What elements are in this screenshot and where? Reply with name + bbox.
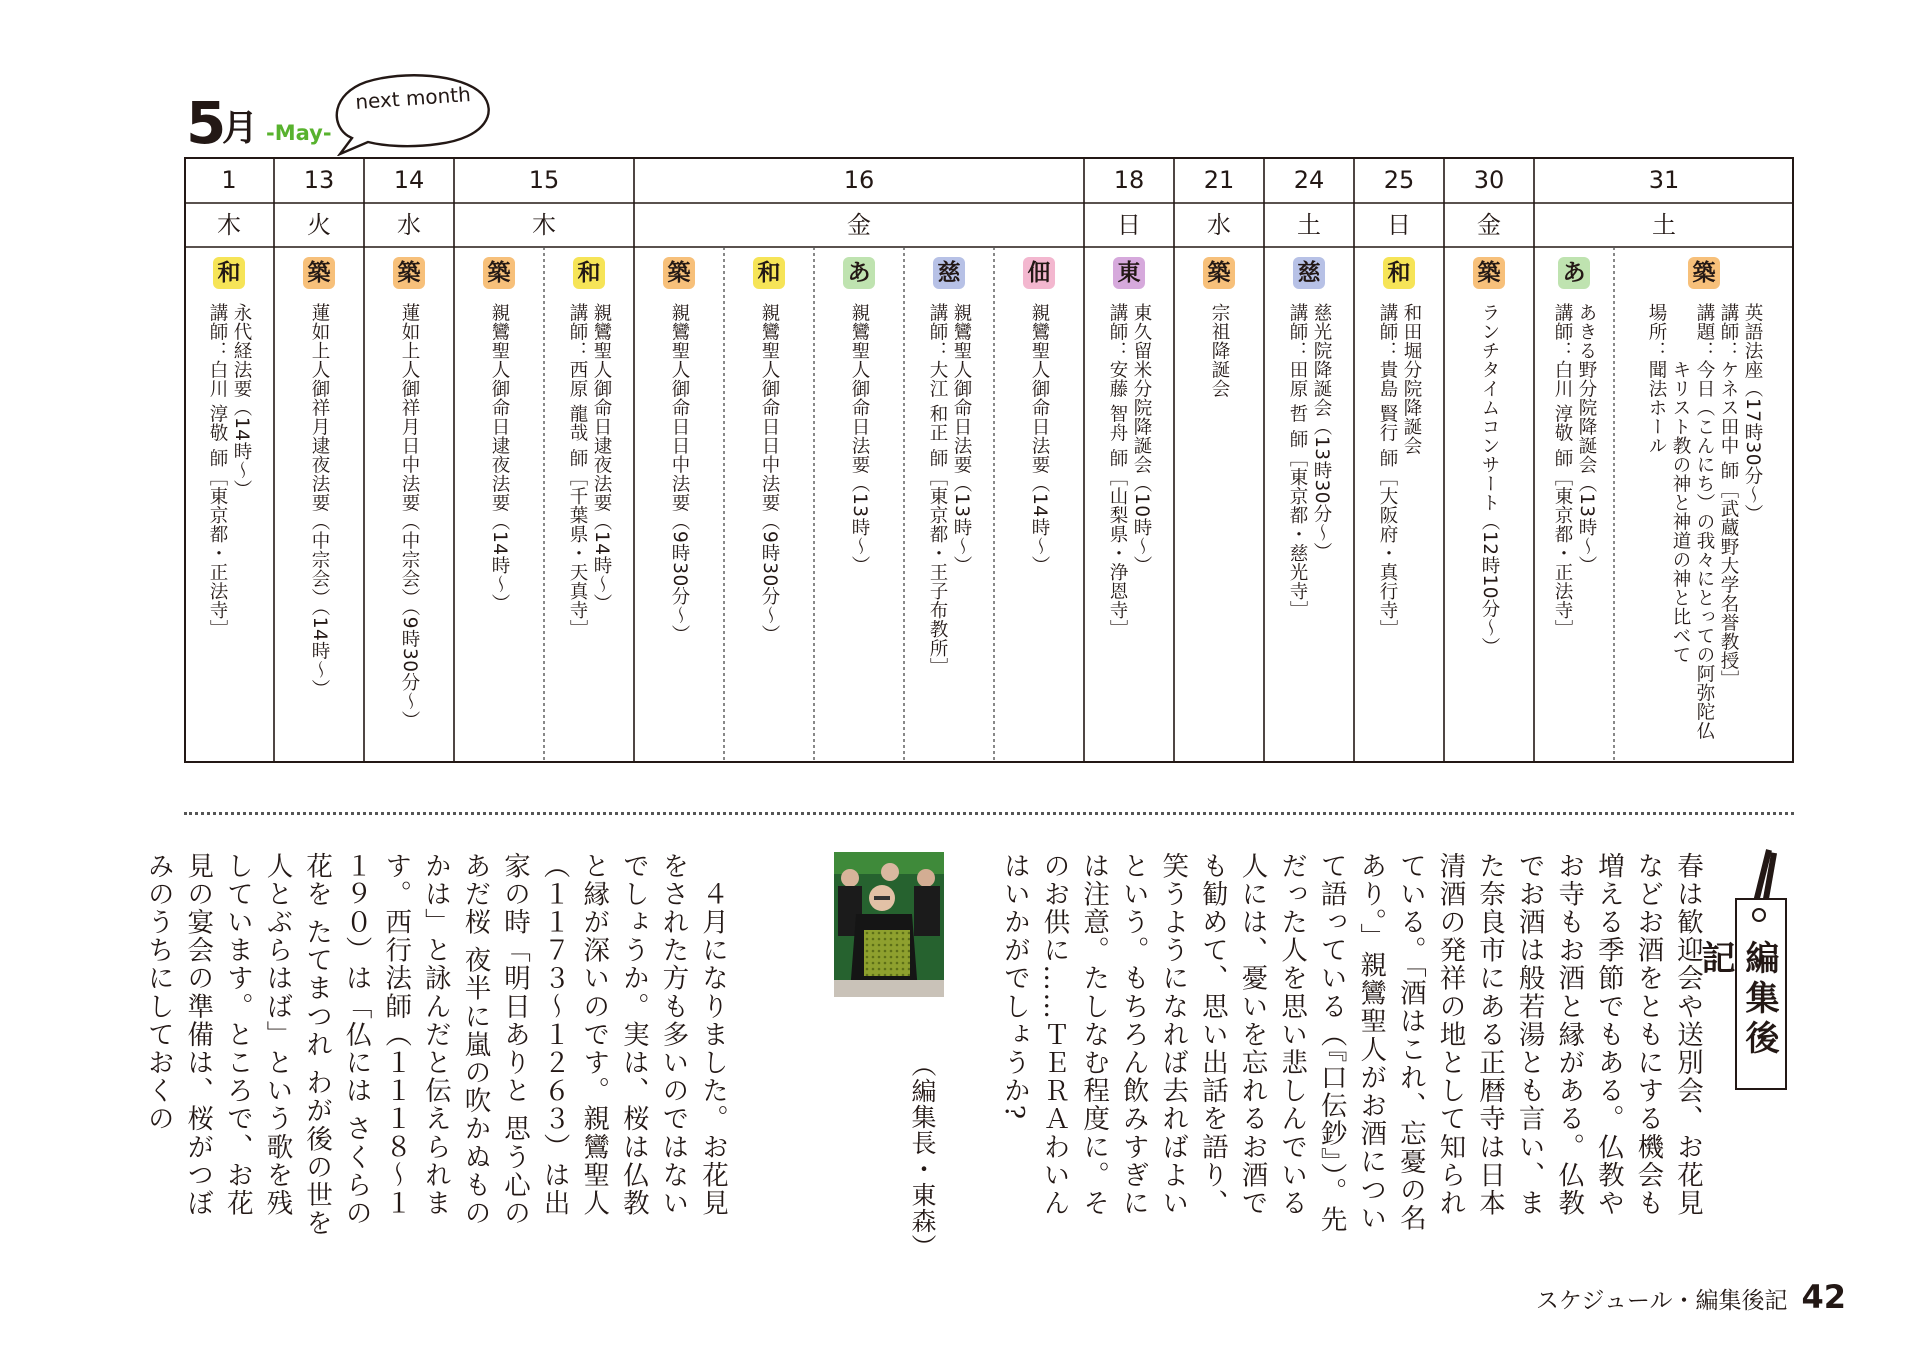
event-details — [724, 303, 814, 753]
date-day: 14 — [393, 166, 425, 194]
date-weekday: 金 — [1477, 211, 1501, 239]
date-day: 16 — [843, 166, 875, 194]
schedule-event — [634, 257, 724, 757]
date-weekday: 日 — [1387, 211, 1411, 239]
date-day: 31 — [1648, 166, 1680, 194]
schedule-event — [724, 257, 814, 757]
event-text: 場所：聞法ホール — [1646, 303, 1667, 455]
schedule-event — [1354, 257, 1444, 757]
venue-badge: あ — [1558, 257, 1590, 289]
venue-badge: 和 — [573, 257, 605, 289]
date-day: 18 — [1113, 166, 1145, 194]
venue-badge: 築 — [1473, 257, 1505, 289]
event-details — [544, 303, 634, 753]
schedule-event — [1614, 257, 1794, 757]
event-text: 東久留米分院降誕会（10時〜） — [1131, 303, 1152, 575]
event-text: 講師：大江 和正 師［東京都・王子布教所］ — [927, 303, 948, 677]
footer-section-label: スケジュール・編集後記 — [1535, 1288, 1788, 1314]
event-text: 慈光院降誕会（13時30分〜） — [1311, 303, 1332, 562]
event-details — [1084, 303, 1174, 753]
event-text: 講師：白川 淳敬 師［東京都・正法寺］ — [1552, 303, 1573, 639]
event-details — [814, 303, 904, 753]
event-details — [1174, 303, 1264, 753]
event-details — [454, 303, 544, 753]
event-text: 講師：貴島 賢行 師［大阪府・真行寺］ — [1377, 303, 1398, 639]
tag-hole-icon — [1752, 908, 1766, 922]
event-details — [1614, 303, 1794, 753]
event-text: 宗祖降誕会 — [1209, 303, 1230, 398]
date-day: 25 — [1383, 166, 1415, 194]
venue-badge: 築 — [663, 257, 695, 289]
date-day: 30 — [1473, 166, 1505, 194]
event-text: 講師：西原 龍哉 師［千葉県・天真寺］ — [567, 303, 588, 639]
event-text: 永代経法要（14時〜） — [231, 303, 252, 499]
venue-badge: 東 — [1113, 257, 1145, 289]
date-day: 1 — [221, 166, 237, 194]
event-text: 講師：白川 淳敬 師［東京都・正法寺］ — [207, 303, 228, 639]
event-text: あきる野分院降誕会（13時〜） — [1576, 303, 1597, 575]
schedule-event — [1534, 257, 1614, 757]
event-text: 講師：ケネス田中 師［武蔵野大学名誉教授］ — [1718, 303, 1739, 690]
date-weekday: 土 — [1297, 211, 1321, 239]
event-text: ランチタイムコンサート（12時10分〜） — [1479, 303, 1500, 657]
event-text: キリスト教の神と神道の神と比べて — [1670, 303, 1691, 664]
event-text: 親鸞聖人御命日法要（13時〜） — [951, 303, 972, 575]
event-text: 親鸞聖人御命日日中法要（9時30分〜） — [669, 303, 690, 644]
schedule-event — [1264, 257, 1354, 757]
event-text: 講師：田原 哲 師［東京都・慈光寺］ — [1287, 303, 1308, 620]
event-details — [634, 303, 724, 753]
schedule-event — [994, 257, 1084, 757]
event-details — [1354, 303, 1444, 753]
event-text: 講師：安藤 智舟 師［山梨県・浄恩寺］ — [1107, 303, 1128, 639]
date-day: 21 — [1203, 166, 1235, 194]
venue-badge: 和 — [753, 257, 785, 289]
event-details — [904, 303, 994, 753]
schedule-event — [454, 257, 544, 757]
venue-badge: 慈 — [1293, 257, 1325, 289]
editor-notes-paragraph-1: 春は歓迎会や送別会、お花見などお酒をともにする機会も増える季節でもある。仏教やお寺もお酒と縁がある。仏教でお酒は般若湯とも言い、また奈良市にある正暦寺は日本清酒の発祥の地として知られている。「酒はこれ、忘憂の名あり。」親鸞聖人がお酒について語っている（『口伝鈔』）。先だった人を思い悲しんでいる人には、憂いを忘れるお酒でも勧めて、思い出話を語り、笑うようになれば去ればよいという。もちろん飲みすぎには注意。たしなむ程度に。そのお供に……ＴＥＲＡわいんはいかがでしょうか? — [998, 852, 1703, 1234]
venue-badge: あ — [843, 257, 875, 289]
event-details — [184, 303, 274, 753]
event-text: 蓮如上人御祥月日中法要（中宗会）（9時30分〜） — [399, 303, 420, 730]
schedule-event — [544, 257, 634, 757]
date-day: 24 — [1293, 166, 1325, 194]
editor-notes-title: 編集後記 — [1695, 940, 1779, 1060]
event-text: 親鸞聖人御命日日中法要（9時30分〜） — [759, 303, 780, 644]
schedule-event — [1174, 257, 1264, 757]
date-weekday: 土 — [1652, 211, 1676, 239]
date-weekday: 水 — [1207, 211, 1231, 239]
schedule-event — [814, 257, 904, 757]
schedule-event — [364, 257, 454, 757]
editor-notes-tag — [1695, 848, 1797, 1098]
date-weekday: 金 — [847, 211, 871, 239]
date-day: 15 — [528, 166, 560, 194]
date-weekday: 火 — [307, 211, 331, 239]
event-text: 英語法座（17時30分〜） — [1742, 303, 1763, 524]
month-english: -May- — [266, 121, 332, 145]
event-text: 蓮如上人御祥月逮夜法要（中宗会）（14時〜） — [309, 303, 330, 699]
next-month-label: next month — [354, 81, 472, 115]
event-text: 親鸞聖人御命日逮夜法要（14時〜） — [489, 303, 510, 613]
schedule-event — [904, 257, 994, 757]
month-number: 5 — [186, 89, 225, 157]
month-kanji: 月 — [222, 108, 259, 149]
schedule-event — [1084, 257, 1174, 757]
venue-badge: 築 — [483, 257, 515, 289]
venue-badge: 築 — [1203, 257, 1235, 289]
event-details — [1264, 303, 1354, 753]
editor-notes-paragraph-2: ４月になりました。お花見をされた方も多いのではないでしょうか。実は、桜は仏教と縁が深いのです。親鸞聖人（１１７３〜１２６３）は出家の時「明日ありと 思う心の あだ桜 夜半に嵐の吹かぬものかは」と詠んだと伝えられます。西行法師（１１１８〜１１９０）は「仏には さくらの花を たてまつれ わが後の世を 人とぶらはば」という歌を残しています。ところで、お花見の宴会の準備は、桜がつぼみのうちにしておくの — [142, 852, 728, 1238]
dotted-divider — [184, 812, 1794, 815]
page-footer — [1536, 1278, 1846, 1316]
date-weekday: 木 — [532, 211, 556, 239]
date-weekday: 水 — [397, 211, 421, 239]
schedule-table — [184, 157, 1794, 763]
event-text: 講題：今日（こんにち）の我々にとっての阿弥陀仏 — [1694, 303, 1715, 740]
venue-badge: 和 — [1383, 257, 1415, 289]
venue-badge: 和 — [213, 257, 245, 289]
schedule-event — [1444, 257, 1534, 757]
event-details — [994, 303, 1084, 753]
event-text: 和田堀分院降誕会 — [1401, 303, 1422, 455]
monks-photo — [834, 852, 944, 997]
editor-signature: （編集長・東森） — [908, 1052, 937, 1260]
schedule-event — [184, 257, 274, 757]
venue-badge: 築 — [303, 257, 335, 289]
event-details — [274, 303, 364, 753]
page-number: 42 — [1801, 1278, 1846, 1316]
event-details — [1534, 303, 1614, 753]
date-weekday: 日 — [1117, 211, 1141, 239]
event-text: 親鸞聖人御命日逮夜法要（14時〜） — [591, 303, 612, 613]
venue-badge: 築 — [393, 257, 425, 289]
event-details — [364, 303, 454, 753]
venue-badge: 慈 — [933, 257, 965, 289]
event-text: 親鸞聖人御命日法要（13時〜） — [849, 303, 870, 575]
venue-badge: 佃 — [1023, 257, 1055, 289]
event-text: 親鸞聖人御命日法要（14時〜） — [1029, 303, 1050, 575]
date-weekday: 木 — [217, 211, 241, 239]
schedule-event — [274, 257, 364, 757]
event-details — [1444, 303, 1534, 753]
date-day: 13 — [303, 166, 335, 194]
venue-badge: 築 — [1688, 257, 1720, 289]
